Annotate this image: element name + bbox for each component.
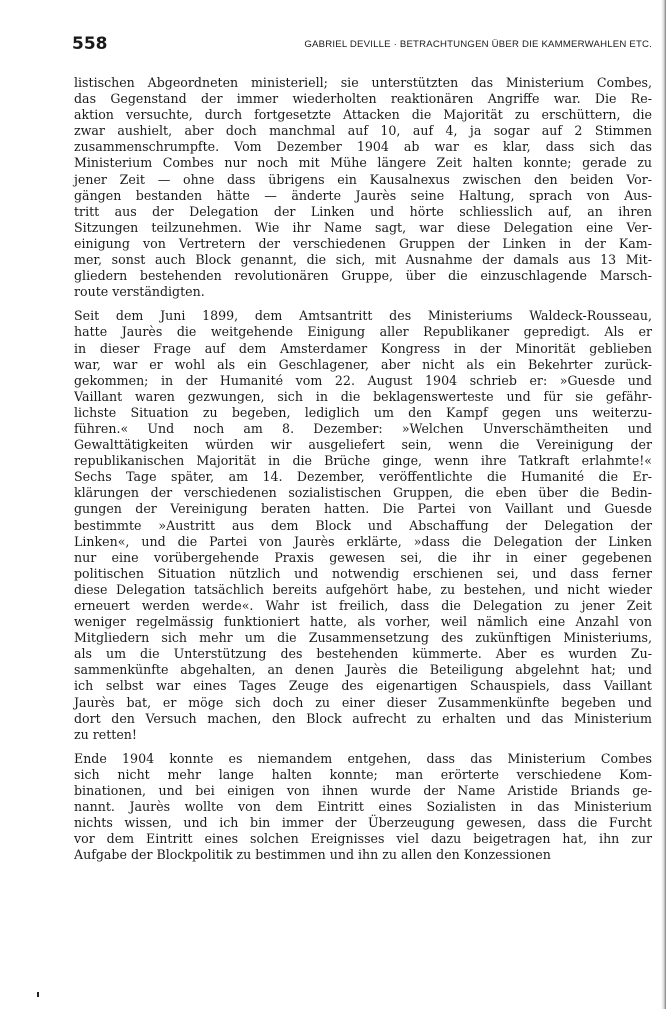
text-line: aktion versuchte, durch fortgesetzte Attacken die Majorität zu erschüttern, die — [74, 107, 652, 123]
text-line: weniger regelmässig funktioniert hatte, als vorher, weil nämlich eine Anzahl von — [74, 614, 652, 630]
text-line: führen.« Und noch am 8. Dezember: »Welchen Unverschämtheiten und — [74, 420, 652, 436]
text-line: diese Delegation tatsächlich bereits aufgehört habe, zu bestehen, und nicht wieder — [74, 581, 652, 597]
text-line: lichste Situation zu begeben, lediglich um den Kampf gegen uns weiterzu- — [74, 404, 652, 420]
text-line: das Gegenstand der immer wiederholten reaktionären Angriffe war. Die Re- — [74, 91, 652, 107]
body-text — [74, 75, 652, 872]
text-line: republikanischen Majorität in die Brüche ginge, wenn ihre Tatkraft erlahmte!« — [74, 453, 652, 469]
text-line: bestimmte »Austritt aus dem Block und Abschaffung der Delegation der — [74, 517, 652, 533]
text-line: politischen Situation nützlich und notwendig erschienen sei, und dass ferner — [74, 565, 652, 581]
text-line: Jaurès bat, er möge sich doch zu einer dieser Zusammenkünfte begeben und — [74, 694, 652, 710]
text-line: Gewalttätigkeiten würden wir ausgeliefert sein, wenn die Vereinigung der — [74, 437, 652, 453]
text-line: nichts wissen, und ich bin immer der Überzeugung gewesen, dass die Furcht — [74, 815, 652, 831]
text-line: Ende 1904 konnte es niemandem entgehen, dass das Ministerium Combes — [74, 750, 652, 766]
text-line: Seit dem Juni 1899, dem Amtsantritt des Ministeriums Waldeck-Rousseau, — [74, 308, 652, 324]
text-line: Vaillant waren gezwungen, sich in die beklagenswerteste und für sie gefähr- — [74, 388, 652, 404]
text-line: tritt aus der Delegation der Linken und hörte schliesslich auf, an ihren — [74, 203, 652, 219]
text-line: gekommen; in der Humanité vom 22. August 1904 schrieb er: »Guesde und — [74, 372, 652, 388]
text-line: listischen Abgeordneten ministeriell; sie unterstützten das Ministerium Combes, — [74, 75, 652, 90]
text-line: als um die Unterstützung des bestehenden kümmerte. Aber es wurden Zu- — [74, 646, 652, 662]
text-line: Ministerium Combes nur noch mit Mühe längere Zeit halten konnte; gerade zu — [74, 155, 652, 171]
paragraph — [74, 751, 652, 864]
text-line: nannt. Jaurès wollte von dem Eintritt eines Sozialisten in das Ministerium — [74, 799, 652, 815]
margin-mark — [37, 992, 39, 997]
text-line: nur eine vorübergehende Praxis gewesen sei, die ihr in einer gegebenen — [74, 549, 652, 565]
text-line: klärungen der verschiedenen sozialistischen Gruppen, die eben über die Bedin- — [74, 485, 652, 501]
text-line: jener Zeit — ohne dass übrigens ein Kausalnexus zwischen den beiden Vor- — [74, 171, 652, 187]
paragraph — [74, 308, 652, 743]
text-line: war, war er wohl als ein Geschlagener, aber nicht als ein Bekehrter zurück- — [74, 356, 652, 372]
text-line: ich selbst war eines Tages Zeuge des eigenartigen Schauspiels, dass Vaillant — [74, 678, 652, 694]
text-line: Mitgliedern sich mehr um die Zusammensetzung des zukünftigen Ministeriums, — [74, 630, 652, 646]
text-line: zu retten! — [74, 726, 137, 742]
running-header — [72, 34, 652, 54]
text-line: hatte Jaurès die weitgehende Einigung aller Republikaner gepredigt. Als er — [74, 324, 652, 340]
text-line: gängen bestanden hätte — änderte Jaurès seine Haltung, sprach von Aus- — [74, 187, 652, 203]
text-line: gungen der Vereinigung beraten hatten. Die Partei von Vaillant und Guesde — [74, 501, 652, 517]
text-line: gliedern bestehenden revolutionären Gruppe, über die einzuschlagende Marsch- — [74, 268, 652, 284]
text-line: Sechs Tage später, am 14. Dezember, veröffentlichte die Humanité die Er- — [74, 469, 652, 485]
text-line: Linken«, und die Partei von Jaurès erklärte, »dass die Delegation der Linken — [74, 533, 652, 549]
text-line: sammenkünfte abgehalten, an denen Jaurès die Beteiligung abgelehnt hat; und — [74, 662, 652, 678]
text-line: sich nicht mehr lange halten konnte; man erörterte verschiedene Kom- — [74, 766, 652, 782]
text-line: einigung von Vertretern der verschiedenen Gruppen der Linken in der Kam- — [74, 235, 652, 251]
text-line: in dieser Frage auf dem Amsterdamer Kongress in der Minorität geblieben — [74, 340, 652, 356]
text-line: binationen, und bei einigen von ihnen wurde der Name Aristide Briands ge- — [74, 783, 652, 799]
text-line: Sitzungen teilzunehmen. Wie ihr Name sagt, war diese Delegation eine Ver- — [74, 219, 652, 235]
running-head-title: GABRIEL DEVILLE · BETRACHTUNGEN ÜBER DIE KAMMERWAHLEN ETC. — [304, 39, 652, 50]
text-line: erneuert werden werde«. Wahr ist freilich, dass die Delegation zu jener Zeit — [74, 598, 652, 613]
text-line: route verständigten. — [74, 284, 205, 300]
text-line: vor dem Eintritt eines solchen Ereignisses viel dazu beigetragen hat, ihn zur — [74, 831, 652, 847]
text-line: zusammenschrumpfte. Vom Dezember 1904 ab war es klar, dass sich das — [74, 139, 652, 155]
text-line: Aufgabe der Blockpolitik zu bestimmen und ihn zu allen den Konzessionen — [74, 847, 551, 863]
text-line: dort den Versuch machen, den Block aufrecht zu erhalten und das Ministerium — [74, 710, 652, 726]
text-line: mer, sonst auch Block genannt, die sich, mit Ausnahme der damals aus 13 Mit- — [74, 252, 652, 268]
page-edge-shadow — [661, 0, 666, 1009]
text-line: zwar aushielt, aber doch manchmal auf 10, auf 4, ja sogar auf 2 Stimmen — [74, 123, 652, 139]
page-number: 558 — [72, 34, 108, 54]
paragraph — [74, 75, 652, 300]
